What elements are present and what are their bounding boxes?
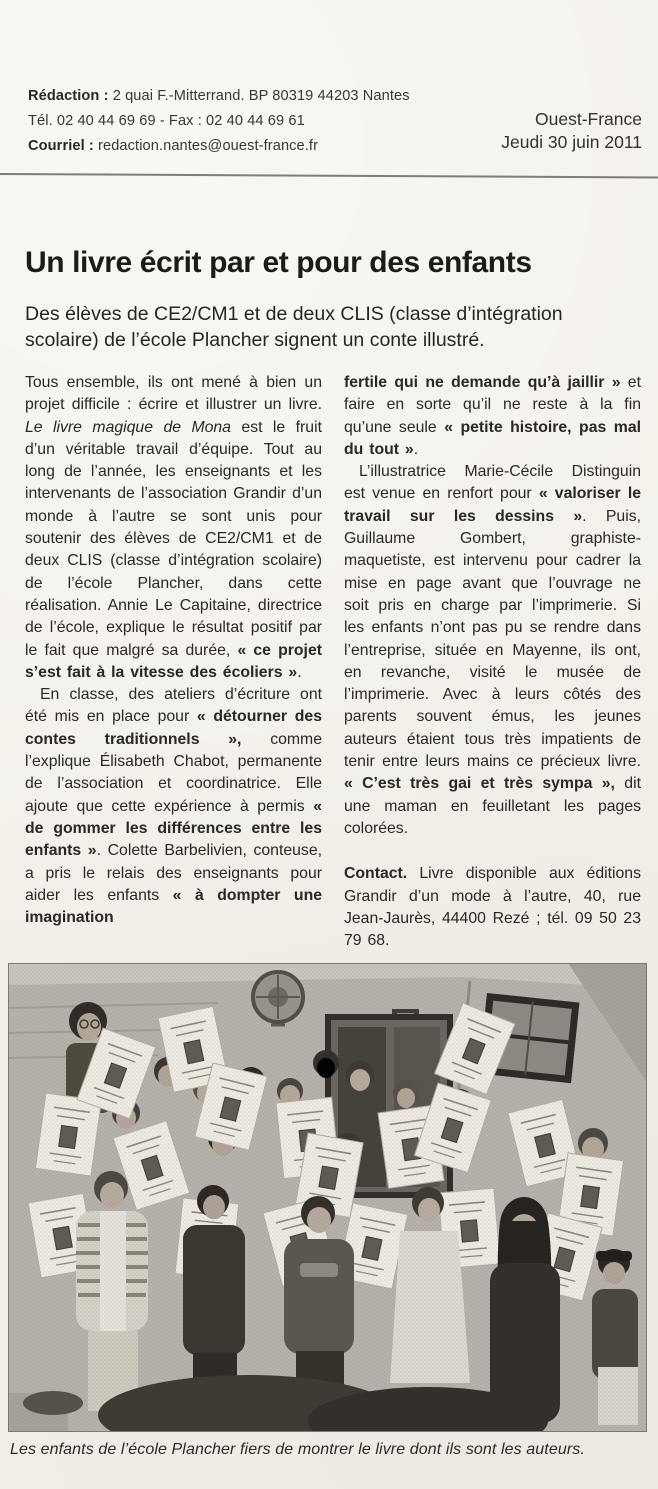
courriel-line bbox=[28, 134, 410, 159]
article-column-right bbox=[344, 372, 641, 952]
redaction-address: 2 quai F.-Mitterrand. BP 80319 44203 Nantes bbox=[108, 88, 410, 104]
article-paragraph: fertile qui ne demande qu’à jaillir » et faire en sorte qu’il ne reste à la fin qu’une seule « petite histoire, pas mal du tout ». bbox=[344, 374, 641, 458]
article-deck: Des élèves de CE2/CM1 et de deux CLIS (classe d’intégration scolaire) de l’école Plancher signent un conte illustré. bbox=[25, 303, 563, 351]
article-column-left bbox=[25, 372, 322, 952]
article-body bbox=[25, 372, 642, 952]
article-contact-paragraph: Contact. Livre disponible aux éditions Grandir d’un mode à l’autre, 40, rue Jean-Jaurès, 44400 Rezé ; tél. 09 50 23 79 68. bbox=[344, 865, 641, 950]
horizontal-divider bbox=[0, 173, 658, 178]
issue-block bbox=[501, 108, 642, 154]
newspaper-name: Ouest-France bbox=[535, 109, 642, 129]
courriel-address: redaction.nantes@ouest-france.fr bbox=[93, 138, 319, 154]
photo-halftone-overlay bbox=[8, 963, 647, 1432]
redaction-label: Rédaction : bbox=[28, 88, 109, 104]
photo-caption: Les enfants de l’école Plancher fiers de montrer le livre dont ils sont les auteurs. bbox=[10, 1441, 585, 1458]
redaction-line bbox=[28, 84, 410, 109]
masthead-contact-block bbox=[28, 84, 410, 159]
article-headline: Un livre écrit par et pour des enfants bbox=[25, 246, 532, 279]
article-photo bbox=[8, 963, 647, 1432]
article-paragraph: L’illustratrice Marie-Cécile Distinguin est venue en renfort pour « valoriser le travail sur les dessins ». Puis, Guillaume Gombert, graphiste-maquetiste, est intervenu pour cadrer la mise en page avant que l’ouvrage ne soit pris en charge par l’imprimerie. Si les enfants n’ont pas pu se rendre dans l’entreprise, située en Mayenne, ils ont, en revanche, visité le musée de l’imprimerie. Avec à leurs côtés des parents souvent émus, les jeunes auteurs étaient tous très impatients de tenir entre leurs mains ce précieux livre. « C’est très gai et très sympa », dit une maman en feuilletant les pages colorées. bbox=[344, 463, 641, 837]
issue-date: Jeudi 30 juin 2011 bbox=[501, 132, 642, 152]
courriel-label: Courriel : bbox=[28, 138, 94, 154]
article-paragraph: En classe, des ateliers d’écriture ont été mis en place pour « détourner des contes traditionnels », comme l’explique Élisabeth Chabot, permanente de l’association et coordinatrice. Elle ajoute que cette expérience à permis « de gommer les différences entre les enfants ». Colette Barbelivien, conteuse, a pris le relais des enseignants pour aider les enfants « à dompter une imagination bbox=[25, 686, 323, 927]
article-paragraph: Tous ensemble, ils ont mené à bien un projet difficile : écrire et illustrer un livre. Le livre magique de Mona est le fruit d’un véritable travail d’équipe. Tout au long de l’année, les enseignants et les intervenants de l’association Grandir d’un monde à l’autre se sont unis pour soutenir des élèves de CE2/CM1 et de deux CLIS (classe d’intégration scolaire) de l’école Plancher, dans cette réalisation. Annie Le Capitaine, directrice de l’école, explique le résultat positif par le fait que malgré sa durée, « ce projet s’est fait à la vitesse des écoliers ». bbox=[25, 374, 322, 681]
phone-fax-line: Tél. 02 40 44 69 69 - Fax : 02 40 44 69 61 bbox=[28, 113, 305, 129]
